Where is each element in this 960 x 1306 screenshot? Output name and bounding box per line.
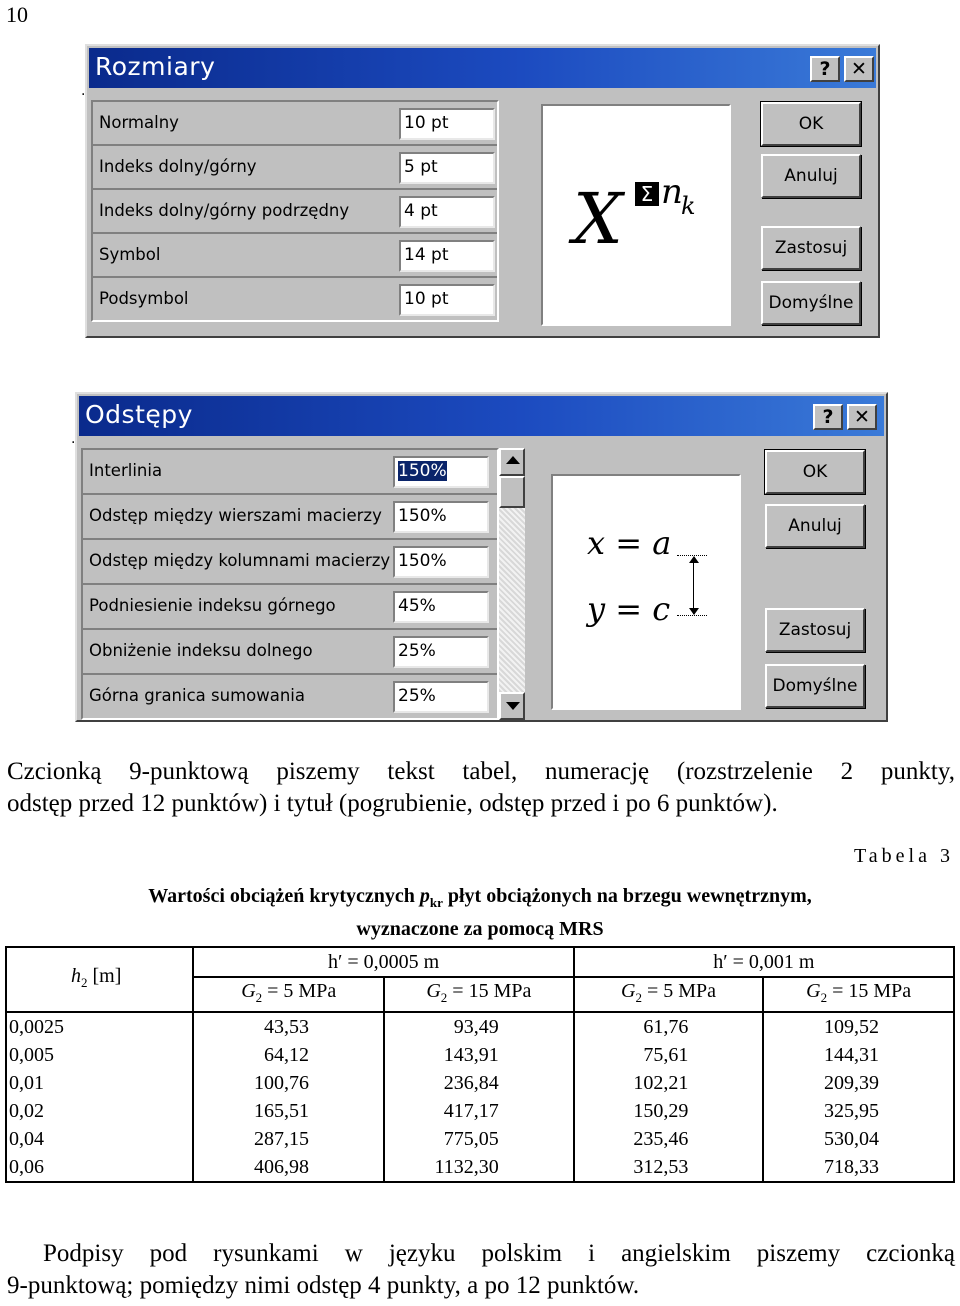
close-icon[interactable]: ✕ — [847, 404, 877, 430]
spacing-arrow-icon — [693, 558, 694, 614]
table-title-post: płyt obciążonych na brzegu wewnętrznym, — [442, 885, 812, 907]
table-cell: 530,04 — [763, 1125, 954, 1153]
subscript-lower-input[interactable]: 25% — [393, 636, 489, 668]
critical-load-table — [5, 946, 955, 1183]
g-var: G — [806, 980, 821, 1002]
spacing-row-label: Odstęp między wierszami macierzy — [89, 506, 382, 525]
spacing-row — [83, 450, 497, 495]
sizes-preview — [541, 104, 731, 326]
table-cell: 0,06 — [6, 1153, 193, 1182]
table-cell: 209,39 — [763, 1069, 954, 1097]
matrix-row-spacing-input[interactable]: 150% — [393, 501, 489, 533]
page-number: 10 — [6, 2, 28, 27]
sizes-row-label: Indeks dolny/górny podrzędny — [99, 201, 350, 220]
spacing-preview — [551, 474, 741, 710]
sigma-icon: Σ — [635, 182, 659, 206]
table-cell: 235,46 — [574, 1125, 764, 1153]
spacing-row-label: Odstęp między kolumnami macierzy — [89, 551, 391, 570]
g-value: = 15 MPa — [447, 980, 532, 1002]
table-title-line2: wyznaczone za pomocą MRS — [356, 918, 604, 940]
h-unit: [m] — [87, 965, 122, 987]
table-row — [6, 1012, 954, 1041]
table-cell: 93,49 — [384, 1012, 574, 1041]
stray-dot: . — [81, 83, 86, 99]
sizes-row — [93, 190, 497, 234]
preview-sub-n: n — [661, 172, 683, 212]
paragraph-captions — [7, 1238, 955, 1302]
spacing-row-label: Obniżenie indeksu dolnego — [89, 641, 313, 660]
spacing-fields-panel — [81, 448, 499, 720]
g-value: = 5 MPa — [641, 980, 717, 1002]
preview-line2: y = c — [587, 590, 671, 628]
sizes-row-label: Indeks dolny/górny — [99, 157, 257, 176]
table-row — [6, 1097, 954, 1125]
sizes-row — [93, 102, 497, 146]
table-cell: 150,29 — [574, 1097, 764, 1125]
table-row — [6, 1069, 954, 1097]
table-cell: 1132,30 — [384, 1153, 574, 1182]
g-header — [763, 977, 954, 1012]
g-header — [384, 977, 574, 1012]
spacing-row — [83, 675, 497, 720]
table-row — [6, 1041, 954, 1069]
table-cell: 312,53 — [574, 1153, 764, 1182]
table-cell: 287,15 — [193, 1125, 384, 1153]
table-cell: 0,04 — [6, 1125, 193, 1153]
table-cell: 718,33 — [763, 1153, 954, 1182]
size-subsymbol-input[interactable]: 10 pt — [399, 284, 495, 316]
table-title — [0, 883, 960, 943]
table-title-pre: Wartości obciążeń krytycznych — [148, 885, 420, 907]
table-cell: 0,02 — [6, 1097, 193, 1125]
paragraph-line: 9-punktową; pomiędzy nimi odstęp 4 punkty, a po 12 punktów. — [7, 1272, 640, 1299]
table-cell: 61,76 — [574, 1012, 764, 1041]
spacing-row-label: Podniesienie indeksu górnego — [89, 596, 336, 615]
spacing-row — [83, 495, 497, 540]
g-var: G — [621, 980, 636, 1002]
size-subindex-input[interactable]: 4 pt — [399, 196, 495, 228]
table-cell: 102,21 — [574, 1069, 764, 1097]
table-cell: 144,31 — [763, 1041, 954, 1069]
g-sub: 2 — [255, 990, 263, 1005]
g-header — [193, 977, 384, 1012]
h-sub: 2 — [81, 975, 88, 990]
sizes-row-label: Podsymbol — [99, 289, 189, 308]
cancel-button[interactable]: Anuluj — [761, 154, 861, 198]
spacing-titlebar[interactable] — [79, 396, 884, 436]
spacing-dialog — [71, 392, 888, 722]
table-cell: 64,12 — [193, 1041, 384, 1069]
spacing-row-label: Górna granica sumowania — [89, 686, 306, 705]
close-icon[interactable]: ✕ — [844, 56, 874, 82]
ok-button[interactable]: OK — [765, 450, 865, 494]
sizes-row-label: Normalny — [99, 113, 179, 132]
line-spacing-input[interactable] — [393, 456, 489, 488]
paragraph-line: odstęp przed 12 punktów) i tytuł (pogrubienie, odstęp przed i po 6 punktów). — [7, 790, 778, 817]
table-cell: 43,53 — [193, 1012, 384, 1041]
apply-button[interactable]: Zastosuj — [761, 226, 861, 270]
stray-dot: . — [71, 431, 76, 447]
g-sub: 2 — [820, 990, 828, 1005]
matrix-column-spacing-input[interactable]: 150% — [393, 546, 489, 578]
table-cell: 236,84 — [384, 1069, 574, 1097]
size-index-input[interactable]: 5 pt — [399, 152, 495, 184]
group-header: h′ = 0,0005 m — [193, 947, 573, 977]
ok-button[interactable]: OK — [761, 102, 861, 146]
paragraph-line: Podpisy pod rysunkami w języku polskim i angielskim piszemy czcionką — [43, 1240, 955, 1267]
scroll-up-icon[interactable] — [499, 448, 525, 476]
size-normal-input[interactable]: 10 pt — [399, 108, 495, 140]
spacing-arrow-head-up — [689, 556, 699, 563]
paragraph-line: Czcionką 9-punktową piszemy tekst tabel, numerację (rozstrzelenie 2 punkty, — [7, 758, 955, 785]
g-var: G — [426, 980, 441, 1002]
down-arrow-glyph — [506, 702, 520, 710]
cancel-button[interactable]: Anuluj — [765, 504, 865, 548]
line-spacing-value: 150% — [398, 461, 447, 481]
preview-line1: x = a — [587, 524, 672, 562]
table-cell: 143,91 — [384, 1041, 574, 1069]
scroll-thumb[interactable] — [499, 476, 525, 508]
col-h2-header — [6, 947, 193, 1012]
table-cell: 406,98 — [193, 1153, 384, 1182]
sizes-dialog — [81, 44, 880, 338]
spacing-row — [83, 585, 497, 630]
spacing-row-label: Interlinia — [89, 461, 163, 480]
preview-subsub-k: k — [681, 192, 696, 220]
g-value: = 5 MPa — [262, 980, 337, 1002]
table-row — [6, 1153, 954, 1182]
sizes-row — [93, 278, 497, 322]
sum-upper-limit-input[interactable]: 25% — [393, 681, 489, 713]
superscript-raise-input[interactable]: 45% — [393, 591, 489, 623]
table-cell: 100,76 — [193, 1069, 384, 1097]
spacing-row — [83, 630, 497, 675]
table-cell: 165,51 — [193, 1097, 384, 1125]
table-cell: 75,61 — [574, 1041, 764, 1069]
sizes-row-label: Symbol — [99, 245, 161, 264]
spacing-row — [83, 540, 497, 585]
sizes-dialog-title: Rozmiary — [95, 52, 216, 81]
g-sub: 2 — [440, 990, 448, 1005]
g-var: G — [241, 980, 256, 1002]
table-cell: 109,52 — [763, 1012, 954, 1041]
sizes-row — [93, 146, 497, 190]
paragraph-table-font — [7, 756, 955, 820]
g-value: = 15 MPa — [827, 980, 912, 1002]
table-cell: 0,005 — [6, 1041, 193, 1069]
sizes-fields-panel — [91, 100, 499, 322]
sizes-row — [93, 234, 497, 278]
table-title-p: p — [419, 885, 430, 907]
table-number: Tabela 3 — [853, 845, 954, 867]
table-title-sub: kr — [429, 895, 443, 910]
help-icon[interactable]: ? — [810, 56, 840, 82]
size-symbol-input[interactable]: 14 pt — [399, 240, 495, 272]
spacing-dialog-title: Odstępy — [85, 400, 193, 429]
sizes-titlebar[interactable] — [89, 48, 876, 88]
help-icon[interactable]: ? — [813, 404, 843, 430]
h-var: h — [71, 965, 81, 987]
table-cell: 0,0025 — [6, 1012, 193, 1041]
table-cell: 775,05 — [384, 1125, 574, 1153]
up-arrow-glyph — [506, 456, 520, 464]
spacing-arrow-head-down — [689, 608, 699, 615]
defaults-button[interactable]: Domyślne — [765, 664, 865, 708]
scroll-down-icon[interactable] — [499, 692, 525, 720]
g-sub: 2 — [635, 990, 642, 1005]
table-cell: 0,01 — [6, 1069, 193, 1097]
dotted-guide — [677, 615, 707, 616]
apply-button[interactable]: Zastosuj — [765, 608, 865, 652]
preview-base-x: X — [573, 178, 623, 260]
table-row — [6, 1125, 954, 1153]
table-cell: 325,95 — [763, 1097, 954, 1125]
table-cell: 417,17 — [384, 1097, 574, 1125]
defaults-button[interactable]: Domyślne — [761, 281, 861, 325]
group-header: h′ = 0,001 m — [574, 947, 954, 977]
g-header — [574, 977, 764, 1012]
